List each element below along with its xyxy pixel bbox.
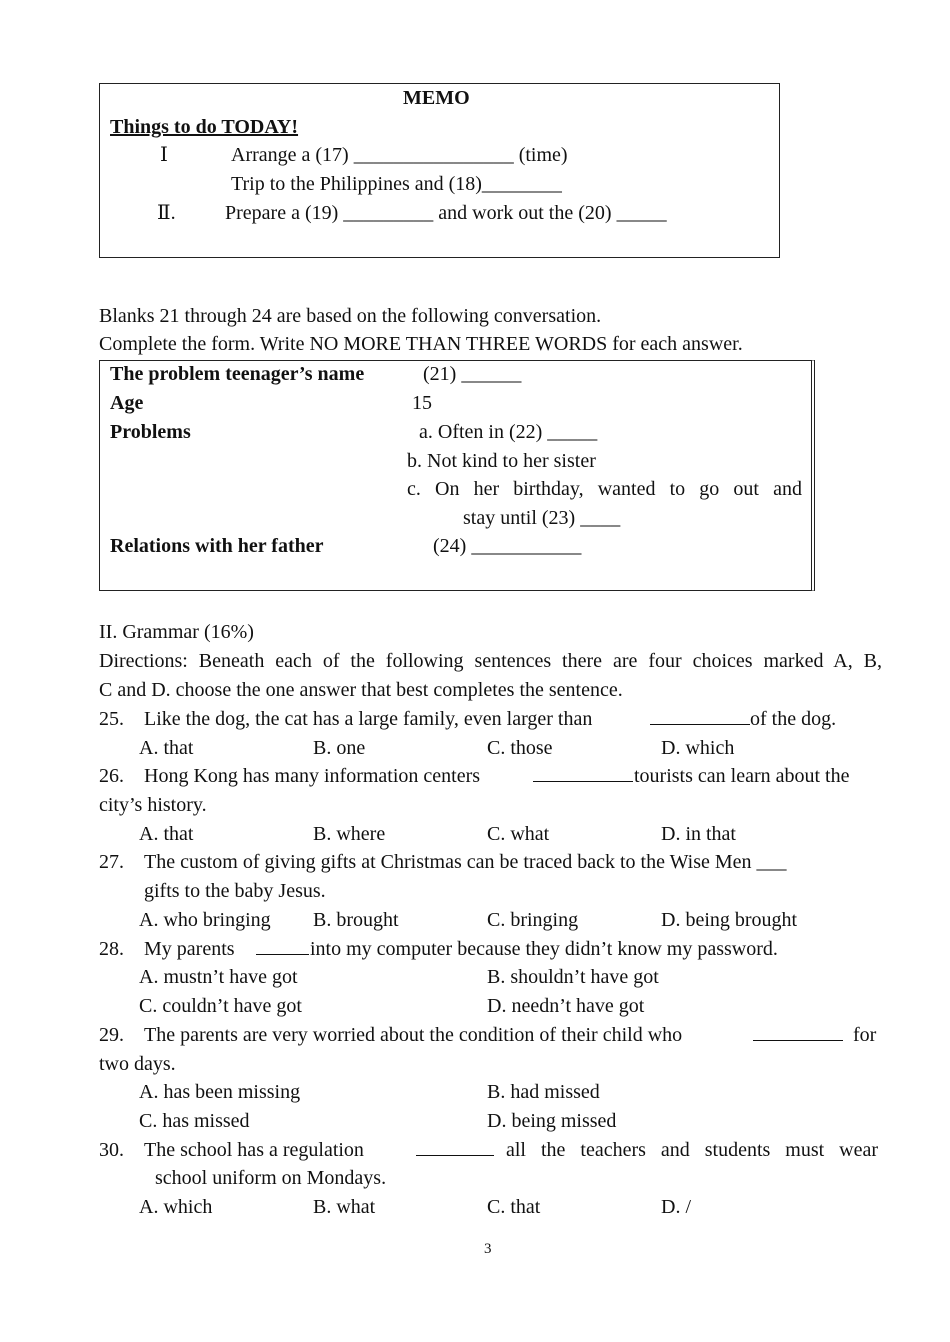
form-problem-c-line1: c. On her birthday, wanted to go out and <box>407 478 802 500</box>
q27-number: 27. <box>99 851 124 873</box>
intro-line1: Blanks 21 through 24 are based on the following conversation. <box>99 305 602 327</box>
memo-title: MEMO <box>403 87 470 109</box>
q25-option-c: C. those <box>487 737 553 759</box>
intro-line2: Complete the form. Write NO MORE THAN THREE WORDS for each answer. <box>99 333 743 355</box>
page-number: 3 <box>484 1241 492 1257</box>
form-age-value: 15 <box>412 392 432 414</box>
form-name-value: (21) ______ <box>423 363 522 385</box>
q29-number: 29. <box>99 1024 124 1046</box>
q29-text-before: The parents are very worried about the condition of their child who <box>144 1024 683 1046</box>
q29-option-c: C. has missed <box>139 1110 250 1132</box>
memo-item1-line1: Arrange a (17) ________________ (time) <box>231 144 568 166</box>
q28-blank <box>256 936 309 962</box>
q27-option-b: B. brought <box>313 909 399 931</box>
q26-number: 26. <box>99 765 124 787</box>
q29-text-after: for <box>853 1024 877 1046</box>
q26-text-after: tourists can learn about the <box>634 765 850 787</box>
q30-option-c: C. that <box>487 1196 541 1218</box>
form-relations-label: Relations with her father <box>110 535 324 557</box>
q29-option-d: D. being missed <box>487 1110 617 1132</box>
q28-number: 28. <box>99 938 124 960</box>
memo-item1-line2: Trip to the Philippines and (18)________ <box>231 173 562 195</box>
q29-line2: two days. <box>99 1053 176 1075</box>
grammar-directions-line1: Directions: Beneath each of the following sentences there are four choices marked A, B, <box>99 650 882 672</box>
q25-number: 25. <box>99 708 124 730</box>
q28-option-d: D. needn’t have got <box>487 995 645 1017</box>
q26-option-c: C. what <box>487 823 550 845</box>
q25-option-a: A. that <box>139 737 194 759</box>
q26-text-before: Hong Kong has many information centers <box>144 765 481 787</box>
memo-item2-line: Prepare a (19) _________ and work out the (20) _____ <box>225 202 667 224</box>
memo-item1-numeral: Ⅰ <box>160 144 168 166</box>
q30-line2: school uniform on Mondays. <box>155 1167 387 1189</box>
q25-option-b: B. one <box>313 737 366 759</box>
q28-text-before: My parents <box>144 938 235 960</box>
q27-option-d: D. being brought <box>661 909 798 931</box>
q26-option-d: D. in that <box>661 823 736 845</box>
q27-option-a: A. who bringing <box>139 909 271 931</box>
q27-line2: gifts to the baby Jesus. <box>144 880 326 902</box>
q28-option-b: B. shouldn’t have got <box>487 966 659 988</box>
q26-line2: city’s history. <box>99 794 207 816</box>
q28-text-after: into my computer because they didn’t know my password. <box>310 938 778 960</box>
memo-heading: Things to do TODAY! <box>110 116 299 138</box>
q30-text-before: The school has a regulation <box>144 1139 364 1161</box>
form-age-label: Age <box>110 392 144 414</box>
form-relations-value: (24) ___________ <box>433 535 582 557</box>
q26-option-a: A. that <box>139 823 194 845</box>
form-name-label: The problem teenager’s name <box>110 363 365 385</box>
form-problem-c-line2: stay until (23) ____ <box>463 507 621 529</box>
q27-line1: The custom of giving gifts at Christmas can be traced back to the Wise Men ___ <box>144 851 787 873</box>
q29-option-a: A. has been missing <box>139 1081 301 1103</box>
q30-blank <box>416 1137 494 1163</box>
q27-option-c: C. bringing <box>487 909 579 931</box>
q30-text-after: all the teachers and students must wear <box>506 1139 878 1161</box>
q30-option-d: D. / <box>661 1196 691 1218</box>
form-problem-b: b. Not kind to her sister <box>407 450 596 472</box>
q30-number: 30. <box>99 1139 124 1161</box>
q28-option-a: A. mustn’t have got <box>139 966 298 988</box>
q26-blank <box>533 763 633 789</box>
q29-blank <box>753 1022 843 1048</box>
form-problem-a: a. Often in (22) _____ <box>419 421 598 443</box>
grammar-heading: II. Grammar (16%) <box>99 621 254 643</box>
q25-text-after: of the dog. <box>750 708 837 730</box>
q30-option-b: B. what <box>313 1196 376 1218</box>
q28-option-c: C. couldn’t have got <box>139 995 302 1017</box>
memo-item2-numeral: Ⅱ. <box>157 202 176 224</box>
q30-option-a: A. which <box>139 1196 213 1218</box>
form-problems-label: Problems <box>110 421 191 443</box>
q25-text-before: Like the dog, the cat has a large family, even larger than <box>144 708 593 730</box>
grammar-directions-line2: C and D. choose the one answer that best completes the sentence. <box>99 679 623 701</box>
q25-blank <box>650 706 750 732</box>
q29-option-b: B. had missed <box>487 1081 600 1103</box>
q26-option-b: B. where <box>313 823 386 845</box>
q25-option-d: D. which <box>661 737 735 759</box>
